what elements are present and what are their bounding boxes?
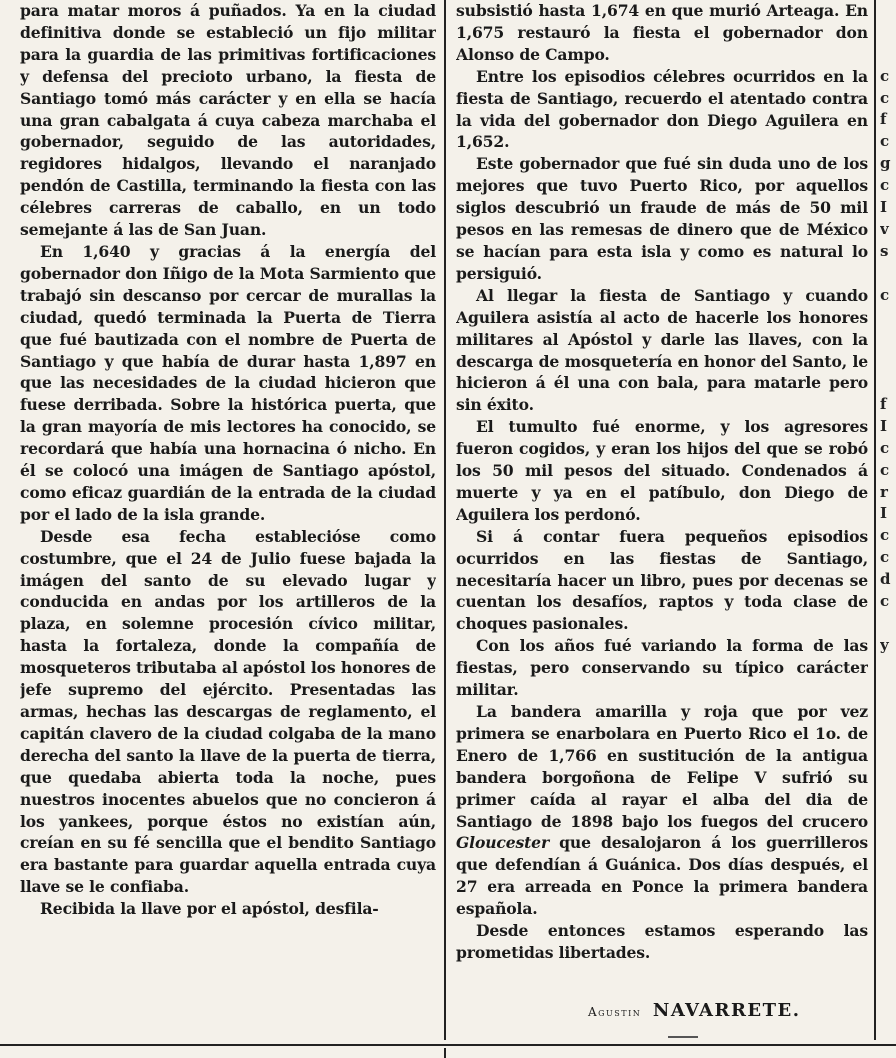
author-first-name: Agustin bbox=[588, 1005, 642, 1019]
mid-paragraph-7: Con los años fué variando la forma de las fiestas, pero conservando su típico carácter militar. bbox=[456, 636, 868, 700]
author-last-name: NAVARRETE. bbox=[652, 1000, 801, 1021]
mid-paragraph-3: Este gobernador que fué sin duda uno de los mejores que tuvo Puerto Rico, por aquellos siglos descubrió un fraude de más de 50 mil pesos en las remesas de dinero que de México se hacían para esta isla y como es natural lo persiguió. bbox=[456, 154, 868, 283]
edge-fragment-line: c bbox=[880, 592, 890, 611]
left-paragraph-1: para matar moros á puñados. Ya en la ciudad definitiva donde se estableció un fijo militar para la guardia de las primitivas fortificaciones y defensa del precioto urbano, la fiesta de Santiago tomó más carácter y en ella se hacía una gran cabalgata á cuya cabeza marchaba el gobernador, seguido de las autoridades, regidores hidalgos, llevando el naranjado pendón de Castilla, terminando la fiesta con las célebres carreras de caballo, en un todo semejante á las de San Juan. bbox=[20, 1, 436, 240]
edge-fragment-line bbox=[880, 22, 896, 44]
left-paragraph-4: Recibida la llave por el apóstol, desfila- bbox=[40, 899, 379, 919]
edge-fragment-line bbox=[880, 941, 896, 963]
edge-fragment-line: s bbox=[880, 241, 889, 260]
mid-paragraph-5: El tumulto fué enorme, y los agresores fueron cogidos, y eran los hijos del que se robó los 50 mil pesos del situado. Condenados á muerte y ya en el patíbulo, don Diego de Aguilera los perdonó. bbox=[456, 417, 868, 524]
edge-fragment-line: I bbox=[880, 416, 888, 435]
edge-fragment-line bbox=[880, 898, 896, 920]
middle-column bbox=[456, 0, 868, 995]
edge-fragment-line bbox=[880, 832, 896, 854]
edge-fragment-line bbox=[880, 657, 896, 679]
edge-fragment-line bbox=[880, 963, 896, 985]
edge-fragment-line bbox=[880, 44, 896, 66]
edge-fragment-line: y bbox=[880, 635, 889, 654]
edge-fragment-line: d bbox=[880, 570, 891, 589]
author-signature bbox=[588, 1000, 848, 1021]
edge-fragment-line: c bbox=[880, 176, 890, 195]
mid-paragraph-8: La bandera amarilla y roja que por vez primera se enarbolara en Puerto Rico el 1o. de Enero de 1,766 en sustitución de la antigua bandera borgoñona de Felipe V sufrió su primer caída al rayar el alba del dia de Santiago de 1898 bajo los fuegos del crucero Gloucester que desalojaron á los guerrilleros que defendían á Guánica. Dos días después, el 27 era arreada en Ponce la primera bandera española. bbox=[456, 702, 868, 919]
mid-paragraph-6: Si á contar fuera pequeños episodios ocurridos en las fiestas de Santiago, necesitaría hacer un libro, pues por decenas se cuentan los desafíos, raptos y toda clase de choques pasionales. bbox=[456, 526, 868, 634]
edge-fragment-line bbox=[880, 985, 896, 1007]
edge-fragment-line bbox=[880, 854, 896, 876]
edge-fragment-line: c bbox=[880, 66, 890, 85]
edge-fragment-line bbox=[880, 306, 896, 328]
left-paragraph-2: En 1,640 y gracias á la energía del gobernador don Iñigo de la Mota Sarmiento que trabajó sin descanso por cercar de murallas la ciudad, quedó terminada la Puerta de Tierra que fué bautizada con el nombre de Puerta de Santiago y que había de durar hasta 1,897 en que las necesidades de la ciudad hicieron que fuese derribada. Sobre la histórica puerta, que la gran mayoría de mis lectores ha conocido, se recordará que había una hornacina ó nicho. En él se colocó una imágen de Santiago apóstol, como eficaz guardián de la entrada de la ciudad por el lado de la isla grande. bbox=[20, 241, 436, 524]
right-edge-column-fragment bbox=[880, 0, 896, 1040]
edge-fragment-line: I bbox=[880, 504, 888, 523]
edge-fragment-line: c bbox=[880, 548, 890, 567]
edge-fragment-line: c bbox=[880, 460, 890, 479]
edge-fragment-line bbox=[880, 701, 896, 723]
edge-fragment-line: g bbox=[880, 154, 891, 173]
signature-dash bbox=[668, 1036, 698, 1038]
edge-fragment-line bbox=[880, 372, 896, 394]
bottom-rule bbox=[0, 1044, 896, 1046]
edge-fragment-line: f bbox=[880, 395, 887, 414]
edge-fragment-line bbox=[880, 810, 896, 832]
edge-fragment-line bbox=[880, 919, 896, 941]
edge-fragment-line: f bbox=[880, 110, 887, 129]
left-column bbox=[20, 0, 436, 1035]
mid-paragraph-2: Entre los episodios célebres ocurridos en la fiesta de Santiago, recuerdo el atentado contra la vida del gobernador don Diego Aguilera en 1,652. bbox=[456, 66, 868, 152]
column-divider-right bbox=[874, 0, 876, 1040]
edge-fragment-line: c bbox=[880, 438, 890, 457]
edge-fragment-line bbox=[880, 328, 896, 350]
edge-fragment-line bbox=[880, 744, 896, 766]
edge-fragment-line: c bbox=[880, 88, 890, 107]
edge-fragment-line: c bbox=[880, 526, 890, 545]
edge-fragment-line bbox=[880, 263, 896, 285]
edge-fragment-line bbox=[880, 876, 896, 898]
edge-fragment-line bbox=[880, 350, 896, 372]
edge-fragment-line: c bbox=[880, 285, 890, 304]
edge-fragment-line: c bbox=[880, 132, 890, 151]
edge-fragment-line bbox=[880, 0, 896, 22]
mid-paragraph-1: subsistió hasta 1,674 en que murió Arteaga. En 1,675 restauró la fiesta el gobernador don Alonso de Campo. bbox=[456, 1, 868, 64]
edge-fragment-line: I bbox=[880, 198, 888, 217]
left-paragraph-3: Desde esa fecha establecióse como costumbre, que el 24 de Julio fuese bajada la imágen del santo de su elevado lugar y conducida en andas por los artilleros de la plaza, en solemne procesión cívico militar, hasta la fortaleza, donde la compañía de mosqueteros tributaba al apóstol los honores de jefe supremo del ejército. Presentadas las armas, hechas las descargas de reglamento, el capitán clavero de la ciudad colgaba de la mano derecha del santo la llave de la puerta de tierra, que quedaba abierta toda la noche, pues nuestros inocentes abuelos que no concieron á los yankees, porque éstos no existían aún, creían en su fé sencilla que el bendito Santiago era bastante para guardar aquella entrada cuya llave se le confiaba. bbox=[20, 526, 436, 897]
edge-fragment-line bbox=[880, 613, 896, 635]
edge-fragment-line: r bbox=[880, 482, 888, 501]
edge-fragment-line bbox=[880, 1007, 896, 1029]
edge-fragment-line bbox=[880, 722, 896, 744]
edge-fragment-line: v bbox=[880, 219, 889, 238]
bottom-center-mark bbox=[444, 1048, 446, 1058]
column-divider-left bbox=[444, 0, 446, 1040]
edge-fragment-line bbox=[880, 766, 896, 788]
edge-fragment-line bbox=[880, 788, 896, 810]
mid-paragraph-4: Al llegar la fiesta de Santiago y cuando Aguilera asistía al acto de hacerle los honores militares al Apóstol y darle las llaves, con la descarga de mosquetería en honor del Santo, le hicieron á él una con bala, para matarle pero sin éxito. bbox=[456, 285, 868, 415]
mid-paragraph-9: Desde entonces estamos esperando las prometidas libertades. bbox=[456, 921, 868, 962]
edge-fragment-line bbox=[880, 679, 896, 701]
